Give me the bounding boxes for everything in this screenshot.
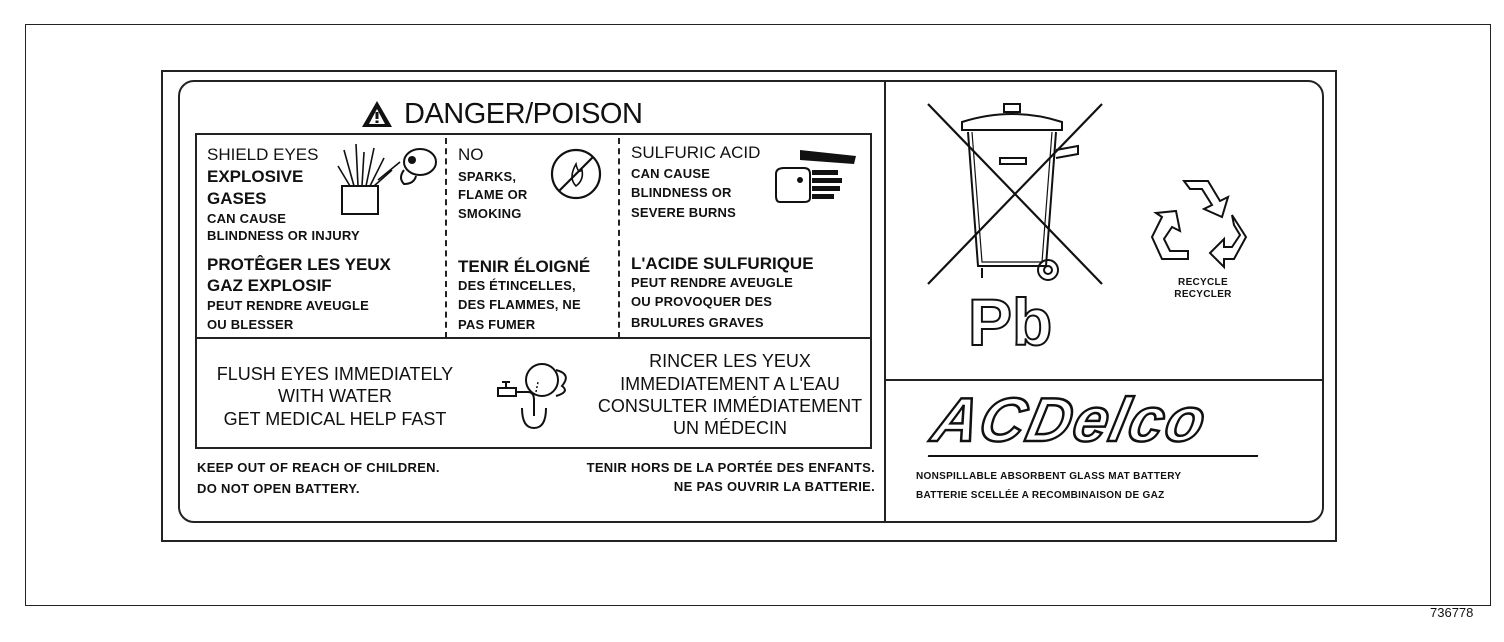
label-divider — [884, 80, 886, 523]
recycle-icon — [1148, 175, 1258, 273]
lead-symbol: Pb — [968, 285, 1053, 359]
shield-fr-sub: PEUT RENDRE AVEUGLE — [207, 298, 369, 313]
sparks-en-sub: SPARKS, — [458, 169, 517, 184]
brand-logo: ACDelco — [926, 386, 1214, 455]
recycle-label: RECYCLE — [1178, 277, 1228, 288]
sparks-en-sub: FLAME OR — [458, 187, 528, 202]
first-aid-fr: CONSULTER IMMÉDIATEMENT — [597, 396, 863, 416]
hazard-divider-1 — [445, 138, 447, 338]
acid-en-sub: SEVERE BURNS — [631, 205, 736, 220]
shield-fr-line: GAZ EXPLOSIF — [207, 276, 332, 295]
first-aid-en: GET MEDICAL HELP FAST — [223, 409, 447, 429]
title-text: DANGER/POISON — [404, 97, 643, 130]
sparks-fr-sub: DES ÉTINCELLES, — [458, 278, 576, 293]
acid-hand-icon — [770, 140, 860, 206]
footer-fr: NE PAS OUVRIR LA BATTERIE. — [673, 479, 875, 494]
acid-fr-sub: BRULURES GRAVES — [631, 315, 764, 330]
sparks-fr-sub: PAS FUMER — [458, 317, 536, 332]
acid-en-sub: BLINDNESS OR — [631, 185, 732, 200]
acid-fr-sub: PEUT RENDRE AVEUGLE — [631, 275, 793, 290]
danger-title — [360, 96, 680, 132]
eye-spray-icon — [334, 140, 440, 220]
footer-fr: TENIR HORS DE LA PORTÉE DES ENFANTS. — [586, 460, 875, 475]
eye-wash-icon — [492, 352, 576, 434]
logo-underline — [928, 455, 1258, 457]
shield-en-sub: BLINDNESS OR INJURY — [207, 228, 360, 243]
shield-en-line: SHIELD EYES — [207, 145, 319, 164]
shield-fr-line: PROTÊGER LES YEUX — [207, 255, 391, 274]
footer-en: DO NOT OPEN BATTERY. — [197, 481, 360, 496]
sparks-fr-sub: DES FLAMMES, NE — [458, 297, 581, 312]
shield-fr-sub: OU BLESSER — [207, 317, 294, 332]
acid-en-head: SULFURIC ACID — [631, 143, 761, 162]
shield-en-line: GASES — [207, 189, 267, 208]
shield-en-sub: CAN CAUSE — [207, 211, 287, 226]
hazard-divider-2 — [618, 138, 620, 338]
shield-en-line: EXPLOSIVE — [207, 167, 304, 186]
first-aid-en: FLUSH EYES IMMEDIATELY — [216, 364, 454, 384]
first-aid-fr: IMMEDIATEMENT A L'EAU — [620, 374, 840, 394]
sparks-en-head: NO — [458, 145, 484, 164]
crossed-bin-icon — [922, 100, 1108, 290]
acid-fr-head: L'ACIDE SULFURIQUE — [631, 254, 814, 273]
right-panel-divider — [886, 379, 1323, 381]
first-aid-fr: RINCER LES YEUX — [649, 351, 811, 371]
battery-desc-fr: BATTERIE SCELLÉE A RECOMBINAISON DE GAZ — [916, 490, 1165, 501]
first-aid-fr: UN MÉDECIN — [672, 418, 787, 438]
figure-number: 736778 — [1430, 605, 1474, 620]
first-aid-en: WITH WATER — [278, 386, 392, 406]
warning-triangle-icon — [360, 99, 394, 129]
acid-fr-sub: OU PROVOQUER DES — [631, 294, 773, 309]
battery-desc-en: NONSPILLABLE ABSORBENT GLASS MAT BATTERY — [916, 471, 1182, 482]
footer-en: KEEP OUT OF REACH OF CHILDREN. — [197, 460, 440, 475]
sparks-fr-head: TENIR ÉLOIGNÉ — [458, 257, 591, 276]
sparks-en-sub: SMOKING — [458, 206, 522, 221]
acid-en-sub: CAN CAUSE — [631, 166, 711, 181]
no-flame-icon — [548, 146, 604, 202]
recycle-label: RECYCLER — [1174, 289, 1232, 300]
